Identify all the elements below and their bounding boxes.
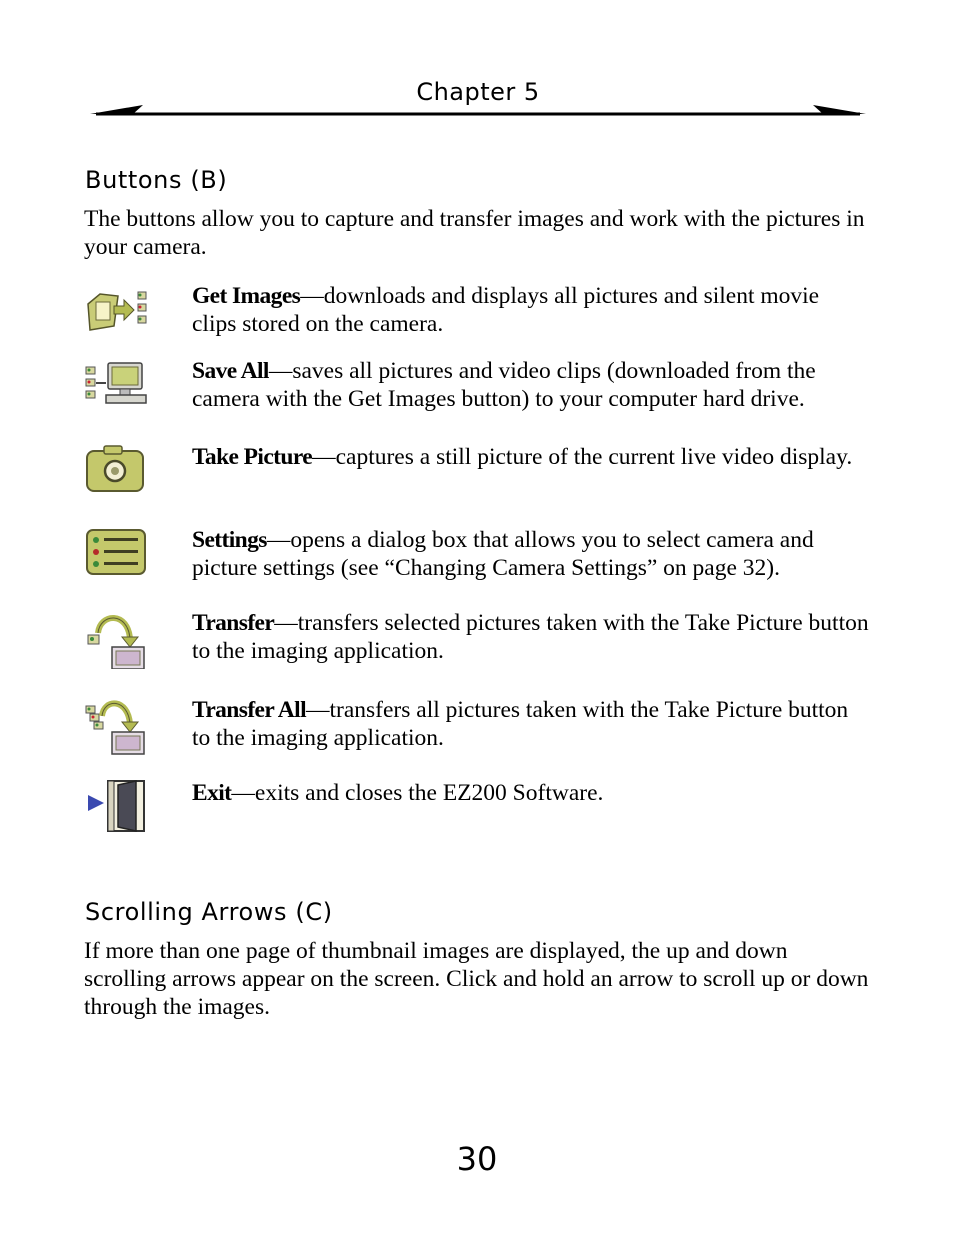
button-text-settings: —opens a dialog box that allows you to select camera and picture settings (see “Changing Camera Settings” on page 32). — [192, 527, 814, 581]
button-entry-transfer — [84, 609, 869, 673]
button-name-get-images: Get Images — [192, 283, 301, 309]
take-picture-icon — [84, 443, 150, 503]
section-heading-scrolling-arrows: Scrolling Arrows (C) — [85, 898, 333, 926]
button-entry-get-images — [84, 282, 869, 346]
transfer-all-icon — [84, 696, 150, 756]
button-entry-exit — [84, 779, 869, 843]
buttons-intro-paragraph: The buttons allow you to capture and transfer images and work with the pictures in your camera. — [84, 206, 865, 260]
section-heading-buttons: Buttons (B) — [85, 166, 228, 194]
button-entry-take-picture — [84, 443, 869, 507]
button-name-settings: Settings — [192, 527, 267, 553]
get-images-icon — [84, 282, 150, 342]
page-number: 30 — [456, 1140, 498, 1178]
button-name-transfer-all: Transfer All — [192, 697, 306, 723]
button-text-transfer: —transfers selected pictures taken with the Take Picture button to the imaging application. — [192, 610, 869, 664]
button-name-save-all: Save All — [192, 358, 269, 384]
button-text-transfer-all: —transfers all pictures taken with the Take Picture button to the imaging application. — [192, 697, 849, 751]
settings-icon — [84, 526, 150, 586]
button-name-exit: Exit — [192, 780, 232, 806]
button-name-transfer: Transfer — [192, 610, 275, 636]
save-all-icon — [84, 357, 150, 417]
transfer-icon — [84, 609, 150, 669]
chapter-title: Chapter 5 — [416, 78, 540, 106]
chapter-header — [88, 78, 868, 122]
button-text-save-all: —saves all pictures and video clips (downloaded from the camera with the Get Images button) to your computer hard drive. — [192, 358, 816, 412]
button-entry-save-all — [84, 357, 869, 421]
button-entry-transfer-all — [84, 696, 869, 760]
button-entry-settings — [84, 526, 869, 590]
scrolling-arrows-paragraph: If more than one page of thumbnail images are displayed, the up and down scrolling arrows appear on the screen. Click and hold an arrow to scroll up or down through the images. — [84, 938, 869, 1020]
header-rule — [88, 100, 868, 120]
button-text-take-picture: —captures a still picture of the current live video display. — [312, 444, 853, 470]
exit-icon — [84, 779, 150, 839]
button-name-take-picture: Take Picture — [192, 444, 313, 470]
button-text-exit: —exits and closes the EZ200 Software. — [231, 780, 604, 806]
button-text-get-images: —downloads and displays all pictures and silent movie clips stored on the camera. — [192, 283, 820, 337]
